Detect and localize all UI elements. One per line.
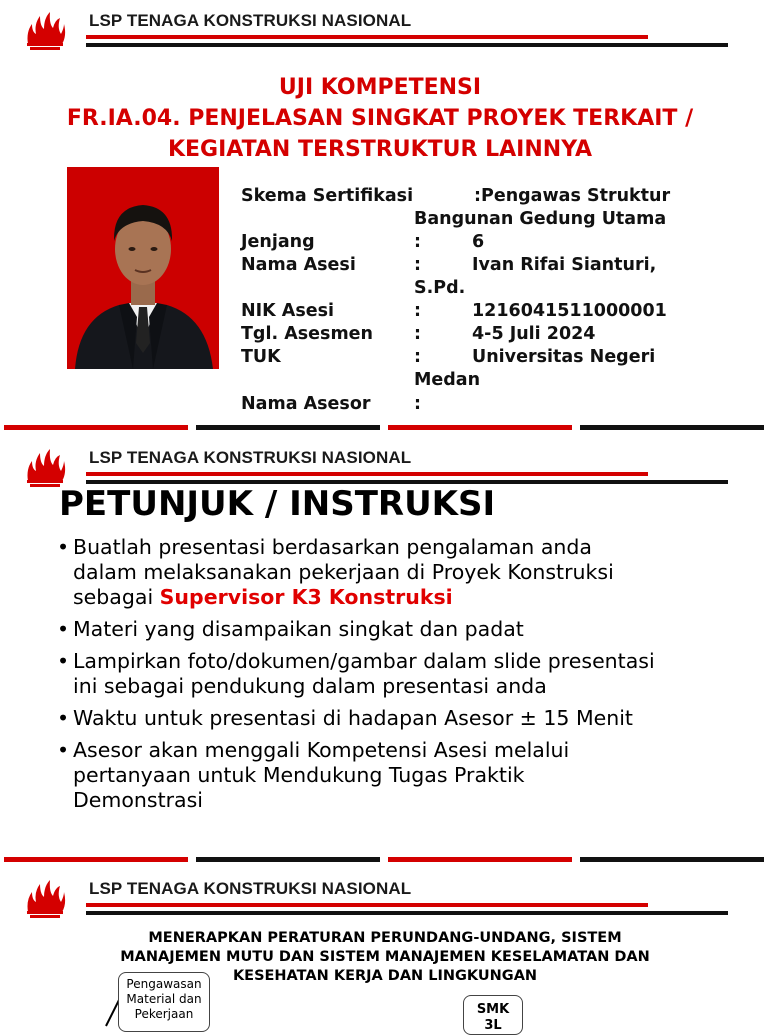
item-text: Demonstrasi	[73, 788, 203, 812]
field-label: Nama Asesi	[241, 255, 356, 275]
field-colon: :	[414, 324, 421, 344]
bullet-icon: •	[57, 617, 70, 641]
bullet-icon: •	[57, 649, 70, 673]
field-value: 1216041511000001	[472, 301, 667, 321]
regulation-title-line3: KESEHATAN KERJA DAN LINGKUNGAN	[232, 968, 538, 984]
field-value-cont: S.Pd.	[414, 278, 466, 298]
header-rule-red	[86, 472, 648, 476]
bullet-icon: •	[57, 706, 70, 730]
slide-title-line2: FR.IA.04. PENJELASAN SINGKAT PROYEK TERKAIT /	[66, 106, 694, 131]
list-item	[54, 706, 754, 731]
item-text: Buatlah presentasi berdasarkan pengalaman anda	[73, 535, 592, 559]
separator-segment-black	[580, 425, 764, 430]
header-rule-black	[86, 911, 728, 915]
item-text: sebagai	[73, 585, 160, 609]
candidate-photo	[67, 167, 219, 369]
flame-logo-icon	[24, 447, 66, 489]
field-colon: :	[414, 255, 421, 275]
brand-name: LSP TENAGA KONSTRUKSI NASIONAL	[89, 448, 412, 467]
item-text: Waktu untuk presentasi di hadapan Asesor ± 15 Menit	[73, 706, 633, 730]
person-portrait-icon	[67, 167, 219, 369]
item-text: dalam melaksanakan pekerjaan di Proyek Konstruksi	[73, 560, 614, 584]
separator-segment-black	[196, 857, 380, 862]
field-value: Ivan Rifai Sianturi,	[472, 255, 657, 275]
box-label: Pekerjaan	[134, 1007, 194, 1021]
separator-segment-red	[4, 425, 188, 430]
role-highlight: Supervisor K3 Konstruksi	[159, 585, 453, 609]
list-item	[54, 535, 754, 610]
list-item	[54, 617, 754, 642]
separator-segment-red	[388, 857, 572, 862]
field-label: TUK	[241, 347, 281, 367]
field-colon: :	[474, 186, 481, 206]
flame-logo-icon	[24, 10, 66, 52]
field-colon: :	[414, 394, 421, 414]
list-item	[54, 738, 754, 813]
list-item	[54, 649, 754, 699]
field-colon: :	[414, 232, 421, 252]
field-label: Nama Asesor	[241, 394, 371, 414]
field-value: 4-5 Juli 2024	[472, 324, 596, 344]
item-text: Lampirkan foto/dokumen/gambar dalam slide presentasi	[73, 649, 655, 673]
field-value: Pengawas Struktur	[481, 186, 671, 206]
header-rule-red	[86, 35, 648, 39]
slide-separator	[0, 425, 768, 430]
box-label: 3L	[484, 1018, 502, 1033]
slide-cover	[0, 0, 768, 432]
field-colon: :	[414, 347, 421, 367]
item-text: ini sebagai pendukung dalam presentasi anda	[73, 674, 547, 698]
box-label: Material dan	[126, 992, 202, 1006]
separator-segment-red	[388, 425, 572, 430]
regulation-title-line1: MENERAPKAN PERATURAN PERUNDANG-UNDANG, SISTEM	[148, 930, 622, 946]
diagram-box-smk3l	[463, 995, 523, 1035]
brand-name: LSP TENAGA KONSTRUKSI NASIONAL	[89, 11, 412, 30]
field-label: Jenjang	[241, 232, 315, 252]
item-text: Materi yang disampaikan singkat dan padat	[73, 617, 524, 641]
candidate-info	[241, 185, 751, 417]
slide-regulations	[0, 868, 768, 1033]
field-value: Universitas Negeri	[472, 347, 656, 367]
bullet-icon: •	[57, 535, 70, 559]
box-label: SMK	[476, 1002, 510, 1017]
separator-segment-black	[196, 425, 380, 430]
instructions-title: PETUNJUK / INSTRUKSI	[59, 484, 496, 524]
slide-separator	[0, 857, 768, 862]
separator-segment-red	[4, 857, 188, 862]
flame-logo-icon	[24, 878, 66, 920]
instruction-list	[54, 535, 754, 820]
field-value-cont: Medan	[414, 370, 481, 390]
box-label: Pengawasan	[126, 977, 202, 991]
slide-instructions	[0, 437, 768, 864]
diagram-box-supervision	[118, 972, 210, 1032]
bullet-icon: •	[57, 738, 70, 762]
field-label: Tgl. Asesmen	[241, 324, 374, 344]
header-rule-red	[86, 903, 648, 907]
field-value-cont: Bangunan Gedung Utama	[414, 209, 667, 229]
field-value: 6	[472, 232, 485, 252]
field-label: Skema Sertifikasi	[241, 186, 414, 206]
item-text: Asesor akan menggali Kompetensi Asesi melalui	[73, 738, 570, 762]
regulation-title-line2: MANAJEMEN MUTU DAN SISTEM MANAJEMEN KESELAMATAN DAN	[120, 949, 650, 965]
brand-name: LSP TENAGA KONSTRUKSI NASIONAL	[89, 879, 412, 898]
field-colon: :	[414, 301, 421, 321]
slide-title-line1: UJI KOMPETENSI	[278, 75, 482, 100]
separator-segment-black	[580, 857, 764, 862]
item-text: pertanyaan untuk Mendukung Tugas Praktik	[73, 763, 525, 787]
field-label: NIK Asesi	[241, 301, 335, 321]
slide-title-line3: KEGIATAN TERSTRUKTUR LAINNYA	[167, 137, 593, 162]
header-rule-black	[86, 43, 728, 47]
